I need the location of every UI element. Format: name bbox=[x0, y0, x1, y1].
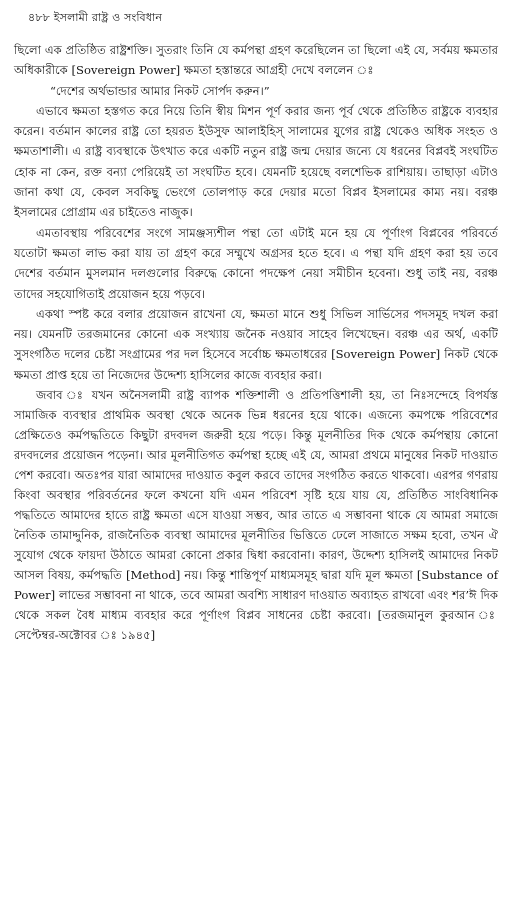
paragraph-1: ছিলো এক প্রতিষ্ঠিত রাষ্ট্রশক্তি। সুতরাং তিনি যে কর্মপন্থা গ্রহণ করেছিলেন তা ছিলো এই যে, সর্বময় ক্ষমতার অধিকারীকে [Sovereign Power] ক্ষমতা হস্তান্তরে আগ্রহী দেখে বললেন ঃ bbox=[14, 43, 498, 78]
paragraph-2: এভাবে ক্ষমতা হস্তগত করে নিয়ে তিনি স্বীয় মিশন পূর্ণ করার জন্য পূর্ব থেকে প্রতিষ্ঠিত রাষ্ট্রকে ব্যবহার করেন। বর্তমান কালের রাষ্ট্র তো হয়রত ইউসুফ আলাইহিস্‌ সালামের যুগের রাষ্ট্র থেকেও অধিক সংহত ও ক্ষমতাশালী। এ রাষ্ট্র ব্যবস্থাকে উৎখাত করে একটি নতুন রাষ্ট্র জন্ম দেয়ার জন্যে যে ধরনের বিপ্লবই সংঘটিত হোক না কেন, রক্ত বন্যা পেরিয়েই তা সংঘটিত হবে। যেমনটি হয়েছে বলশেভিক রাশিয়ায়। তাছাড়া এটাও জানা কথা যে, কেবল সবকিছু ভেংগে তোলপাড় করে দেয়ার মতো বিপ্লব ইসলামের কাম্য নয়। বরঞ্চ ইসলামের প্রোগ্রাম এর চাইতেও নাজুক। bbox=[14, 103, 498, 220]
paragraph-5-answer: জবাব ঃ যখন অনৈসলামী রাষ্ট্র ব্যাপক শক্তিশালী ও প্রতিপত্তিশালী হয়, তা নিঃসন্দেহে বিপর্যস্ত সামাজিক ব্যবস্থার প্রাথমিক অবস্থা থেকে অনেক ভিন্ন ধরনের হয়ে থাকে। এজন্যে কমপক্ষে পরিবেশের প্রেক্ষিতেও কর্মপদ্ধতিতে কিছুটা রদবদল জরুরী হয়ে পড়ে। কিন্তু মূলনীতির দিক থেকে কর্মপন্থায় কোনো রদবদলের প্রয়োজন পড়েনা। আর মূলনীতিগত কর্মপন্থা হচ্ছে এই যে, আমরা প্রথমে মানুষের নিকট দাওয়াত পেশ করবো। অতঃপর যারা আমাদের দাওয়াত কবুল করবে তাদের সংগঠিত করতে থাকবো। এরপর গণরায় কিংবা অবস্থার পরিবর্তনের ফলে কখনো যদি এমন পরিবেশ সৃষ্টি হয়ে যায় যে, প্রতিষ্ঠিত সাংবিধানিক পদ্ধতিতে আমাদের হাতে রাষ্ট্র ক্ষমতা এসে যাওয়া সম্ভব, আর তাতে এ সম্ভাবনা থাকে যে আমরা সমাজে নৈতিক তামাদ্দুনিক, রাজনৈতিক ব্যবস্থা আমাদের মূলনীতির ভিত্তিতে ঢেলে সাজাতে সক্ষম হবো, তখন ঐ সুযোগ থেকে ফায়দা উঠাতে আমরা কোনো প্রকার দ্বিধা করবোনা। কারণ, উদ্দেশ্য হাসিলই আমাদের নিকট আসল বিষয়, কর্মপদ্ধতি [Method] নয়। কিন্তু শান্তিপূর্ণ মাধ্যমসমূহ দ্বারা যদি মূল ক্ষমতা [Substance of Power] লাভের সম্ভাবনা না থাকে, তবে আমরা অবশ্যি সাধারণ দাওয়াত অব্যাহত রাখবো এবং শর’ঈ দিক থেকে সকল বৈধ মাধ্যম ব্যবহার করে পূর্ণাংগ বিপ্লব সাধনের চেষ্টা করবো। [তরজমানুল কুরআন ঃ সেপ্টেম্বর-অক্টোবর ঃ ১৯৪৫] bbox=[14, 388, 498, 643]
paragraph-3: এমতাবস্থায় পরিবেশের সংগে সামঞ্জস্যশীল পন্থা তো এটাই মনে হয় যে পূর্ণাংগ বিপ্লবের পরিবর্তে যতোটা ক্ষমতা লাভ করা যায় তা গ্রহণ করে সম্মুখে অগ্রসর হতে হবে। এ পন্থা যদি গ্রহণ করা হয় তবে দেশের বর্তমান মুসলমান দলগুলোর বিরুদ্ধে কোনো পদক্ষেপ নেয়া সমীচীন হবেনা। শুধু তাই নয়, বরঞ্চ তাদের সহযোগিতাই প্রয়োজন হয়ে পড়বে। bbox=[14, 225, 498, 301]
quote-line: “দেশের অর্থভান্ডার আমার নিকট সোর্পদ করুন।” bbox=[50, 83, 270, 98]
page-body bbox=[14, 40, 498, 645]
paragraph-4: একথা স্পষ্ট করে বলার প্রয়োজন রাখেনা যে, ক্ষমতা মানে শুধু সিভিল সার্ভিসের পদসমূহ দখল করা নয়। যেমনটি তরজমানের কোনো এক সংখ্যায় জনৈক নওয়াব সাহেব লিখেছেন। বরঞ্চ এর অর্থ, একটি সুসংগঠিত দলের চেষ্টা সংগ্রামের পর দল হিসেবে সর্বোচ্চ ক্ষমতাধরের [Sovereign Power] নিকট থেকে ক্ষমতা প্রাপ্ত হয়ে তা নিজেদের উদ্দেশ্য হাসিলের কাজে ব্যবহার করা। bbox=[14, 306, 498, 382]
running-head: ৪৮৮ ইসলামী রাষ্ট্র ও সংবিধান bbox=[28, 11, 163, 24]
